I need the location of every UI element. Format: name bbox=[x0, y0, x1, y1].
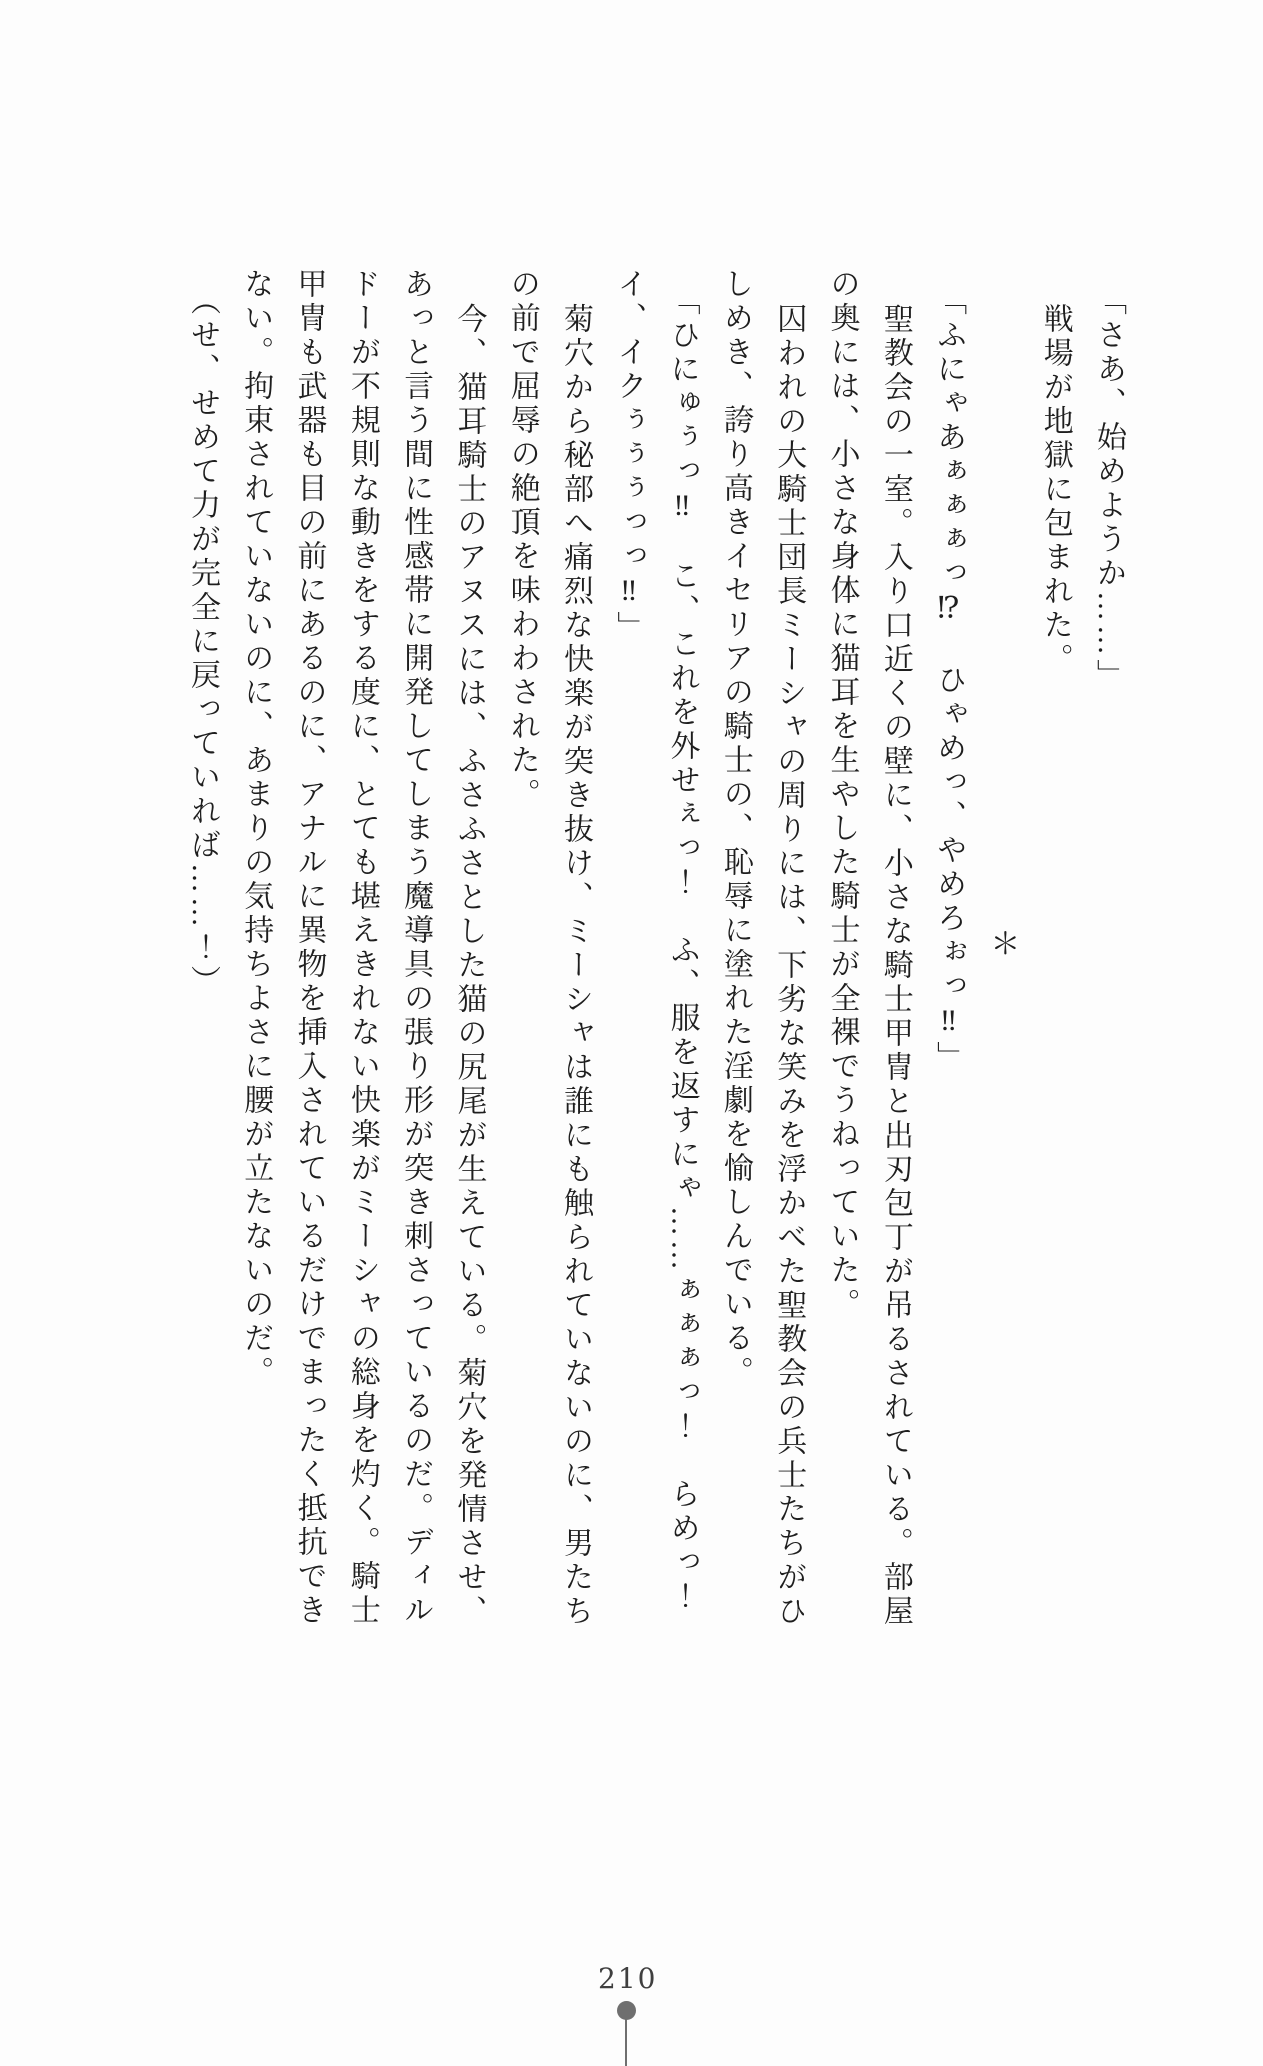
text-line: の前で屈辱の絶頂を味わわされた。 bbox=[505, 268, 539, 812]
text-line: 菊穴から秘部へ痛烈な快楽が突き抜け、ミーシャは誰にも触られていないのに、男たち bbox=[559, 303, 593, 1629]
text-line: 甲冑も武器も目の前にあるのに、アナルに異物を挿入されているだけでまったく抵抗でき bbox=[292, 268, 326, 1628]
text-line: ない。拘束されていないのに、あまりの気持ちよさに腰が立たないのだ。 bbox=[239, 268, 273, 1390]
text-line: 聖教会の一室。入り口近くの壁に、小さな騎士甲冑と出刃包丁が吊るされている。部屋 bbox=[878, 303, 912, 1629]
text-line: あっと言う間に性感帯に開発してしまう魔導具の張り形が突き刺さっているのだ。ディル bbox=[399, 268, 433, 1628]
text-line: 「さあ、始めようか……」 bbox=[1092, 285, 1125, 693]
text-line: の奥には、小さな身体に猫耳を生やした騎士が全裸でうねっていた。 bbox=[825, 268, 859, 1322]
text-line: 「ひにゅぅっ‼ こ、これを外せぇっ！ ふ、服を返すにゃ……ぁぁぁっ！ らめっ！ bbox=[665, 285, 699, 1614]
text-line: ドーが不規則な動きをする度に、とても堪えきれない快楽がミーシャの総身を灼く。騎士 bbox=[345, 268, 379, 1628]
page-marker-line bbox=[625, 2016, 627, 2066]
text-line: 「ふにゃあぁぁぁっ⁉ ひゃめっ、やめろぉっ‼」 bbox=[932, 285, 966, 1075]
text-line: 戦場が地獄に包まれた。 bbox=[1038, 303, 1072, 677]
scene-break-asterisk: ＊ bbox=[985, 928, 1019, 962]
text-line: イ、イクぅぅぅっっ‼」 bbox=[612, 268, 646, 645]
text-line: 囚われの大騎士団長ミーシャの周りには、下劣な笑みを浮かべた聖教会の兵士たちがひ bbox=[772, 303, 806, 1629]
text-line: しめき、誇り高きイセリアの騎士の、恥辱に塗れた淫劇を愉しんでいる。 bbox=[718, 268, 752, 1390]
text-line: （せ、せめて力が完全に戻っていれば……！） bbox=[185, 285, 219, 999]
vertical-text-block bbox=[176, 268, 1135, 1648]
text-line: 今、猫耳騎士のアヌスには、ふさふさとした猫の尻尾が生えている。菊穴を発情させ、 bbox=[452, 303, 486, 1629]
page-number: 210 bbox=[598, 1962, 658, 1995]
